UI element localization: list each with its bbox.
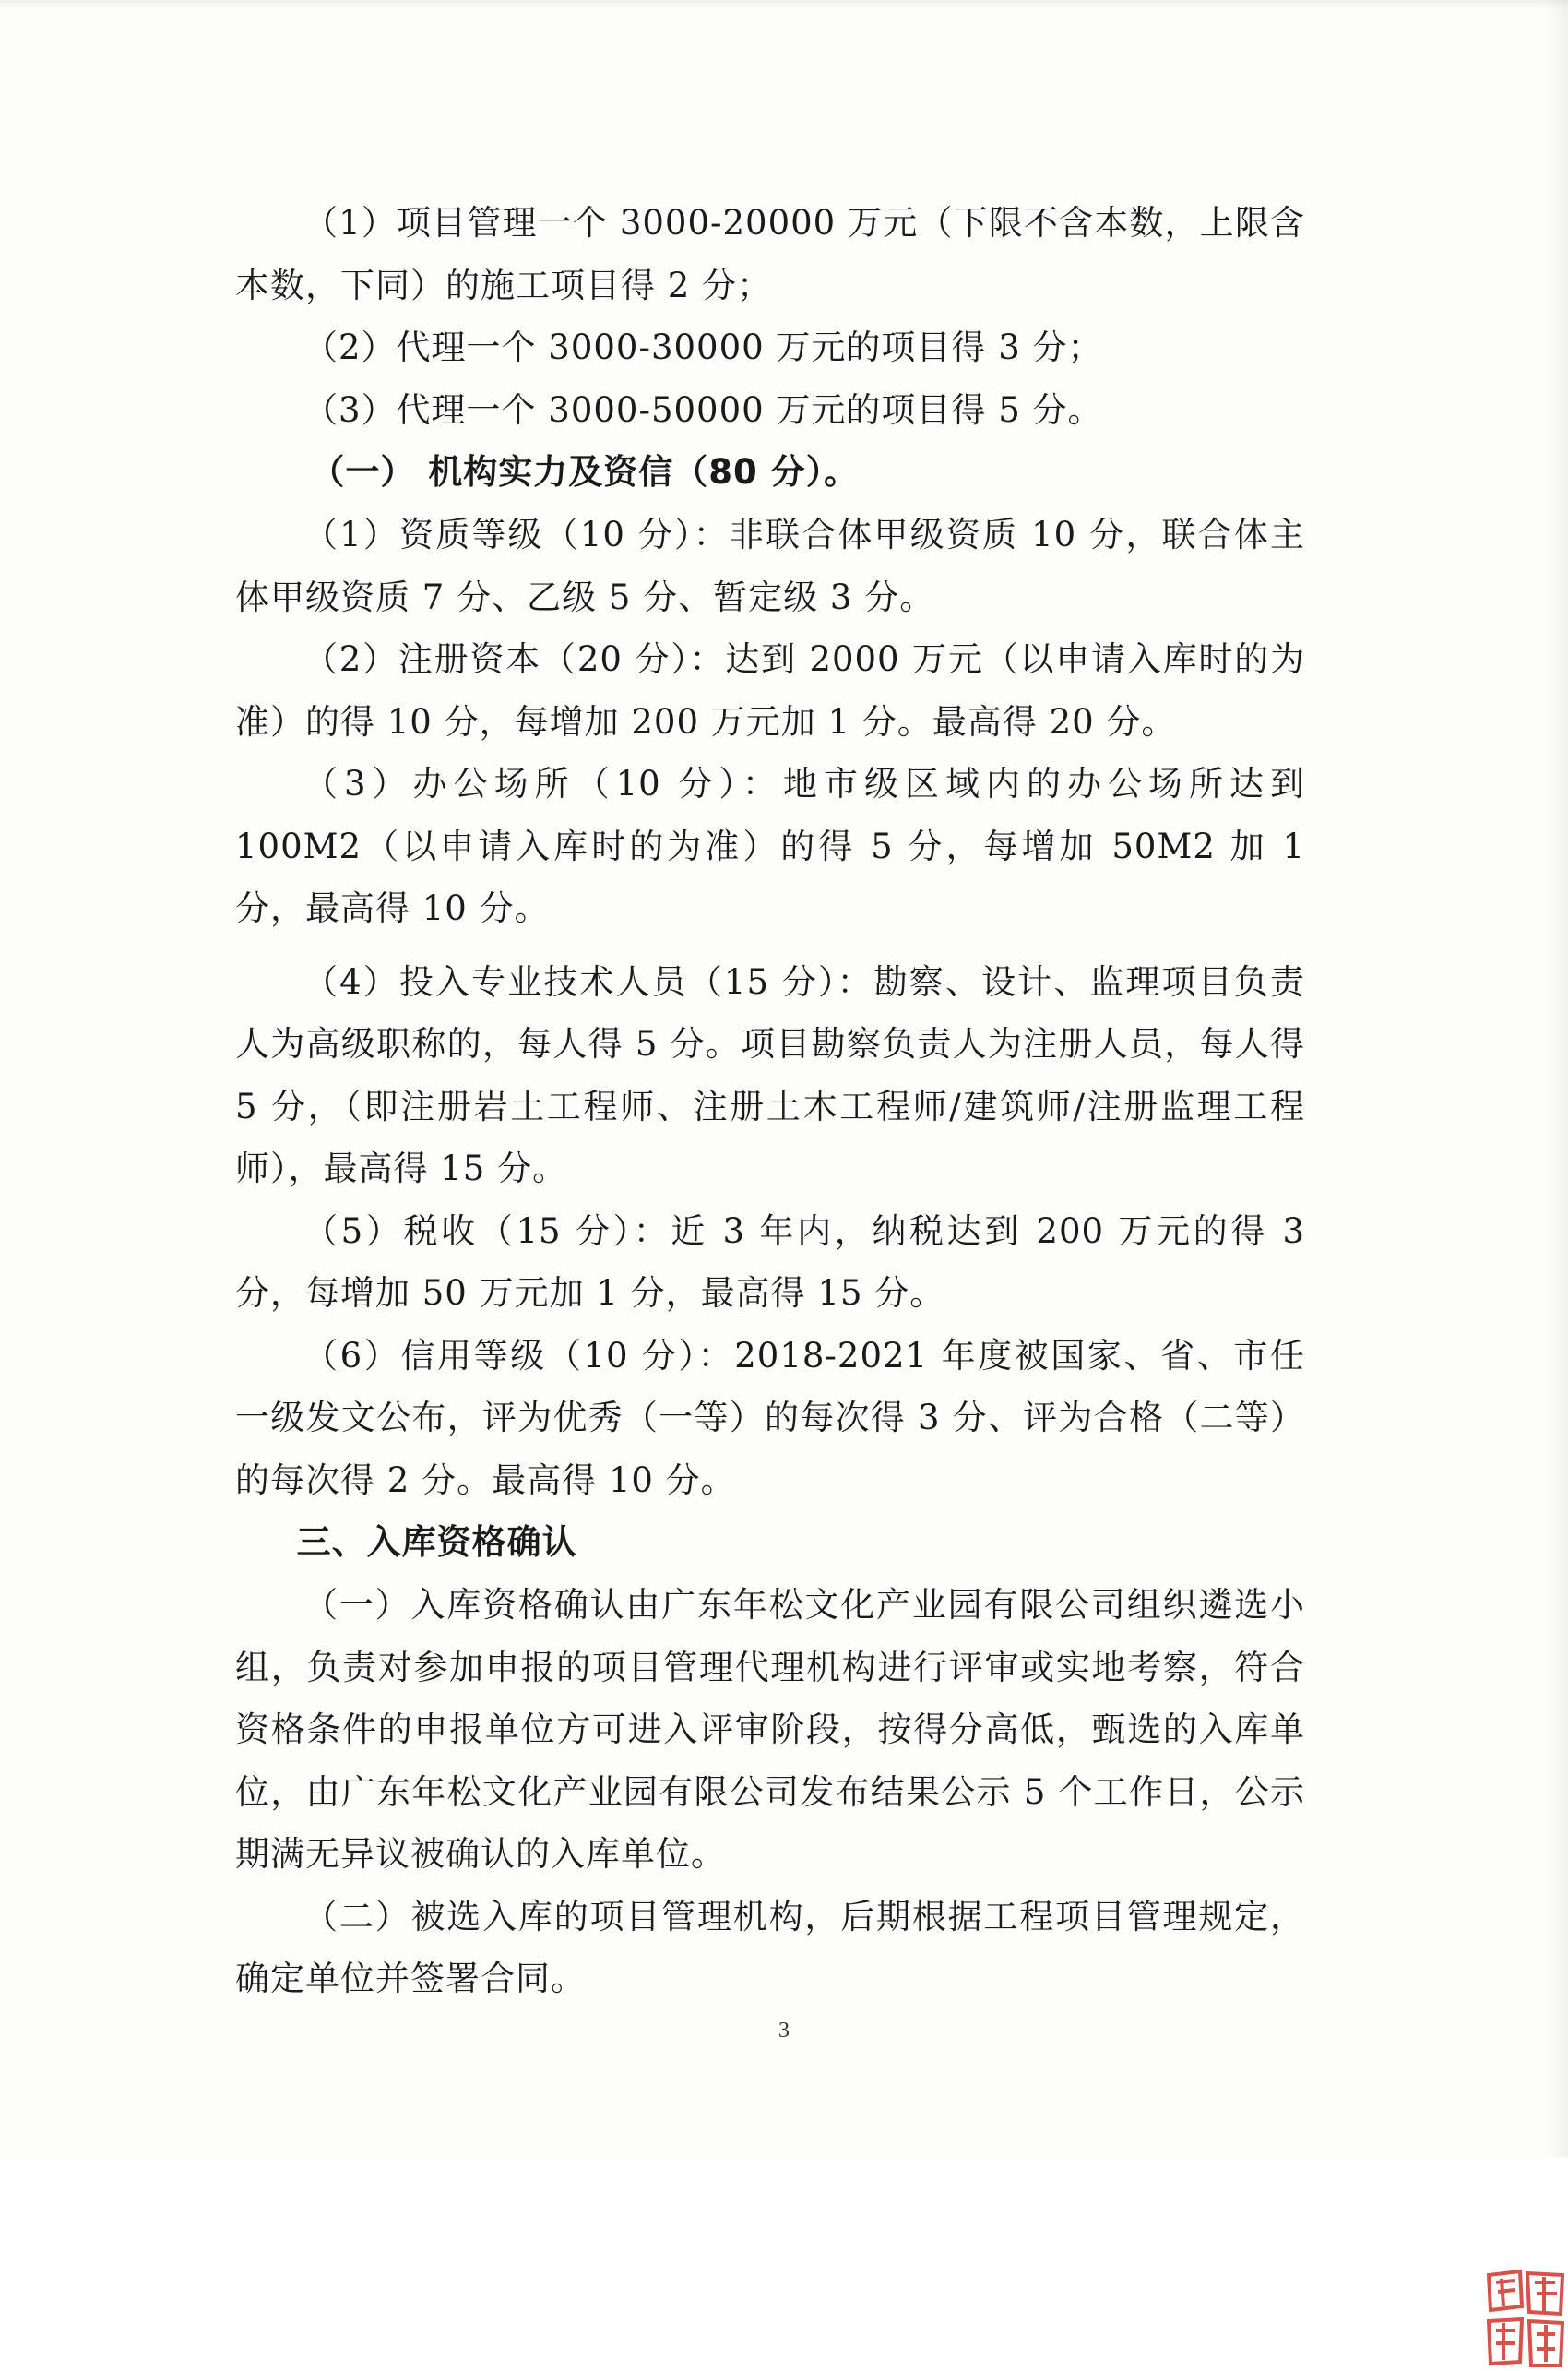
scan-shadow-edge (1546, 0, 1568, 2157)
paragraph-registered-capital: （2）注册资本（20 分）：达到 2000 万元（以申请入库时的为准）的得 10 分，每增加 200 万元加 1 分。最高得 20 分。 (235, 639, 1305, 742)
paragraph-office: （3）办公场所（10 分）：地市级区域内的办公场所达到 100M2（以申请入库时的为准）的得 5 分，每增加 50M2 加 1 分，最高得 10 分。 (235, 764, 1305, 928)
paragraph-3: （3）代理一个 3000-50000 万元的项目得 5 分。 (303, 389, 1103, 430)
paragraph-tax: （5）税收（15 分）：近 3 年内，纳税达到 200 万元的得 3 分，每增加 50 万元加 1 分，最高得 15 分。 (235, 1210, 1305, 1313)
subheading-institution-strength: （一） 机构实力及资信（80 分）。 (310, 452, 860, 492)
scan-shadow-top (0, 0, 1568, 9)
paragraph-1: （1）项目管理一个 3000-20000 万元（下限不含本数，上限含本数，下同）的施工项目得 2 分； (235, 203, 1305, 305)
paragraph-credit: （6）信用等级（10 分）：2018-2021 年度被国家、省、市任一级发文公布，评为优秀（一等）的每次得 3 分、评为合格（二等）的每次得 2 分。最高得 10 分。 (235, 1335, 1305, 1500)
paragraph-confirmation-2: （二）被选入库的项目管理机构，后期根据工程项目管理规定，确定单位并签署合同。 (235, 1896, 1305, 1998)
paragraph-confirmation-1: （一）入库资格确认由广东年松文化产业园有限公司组织遴选小组，负责对参加申报的项目管理代理机构进行评审或实地考察，符合资格条件的申报单位方可进入评审阶段，按得分高低，甄选的入库单位，由广东年松文化产业园有限公司发布结果公示 5 个工作日，公示期满无异议被确认的入库单位。 (235, 1585, 1305, 1874)
section-heading-qualification-confirmation: 三、入库资格确认 (296, 1522, 577, 1562)
red-seal-fragment (1483, 2270, 1568, 2371)
paragraph-2: （2）代理一个 3000-30000 万元的项目得 3 分； (303, 328, 1103, 367)
paragraph-qualification: （1）资质等级（10 分）：非联合体甲级资质 10 分，联合体主体甲级资质 7 分、乙级 5 分、暂定级 3 分。 (235, 515, 1305, 617)
document-body (235, 192, 1305, 2010)
paragraph-staff: （4）投入专业技术人员（15 分）：勘察、设计、监理项目负责人为高级职称的，每人得 5 分。项目勘察负责人为注册人员，每人得 5 分，（即注册岩土工程师、注册土木工程师/建筑师/注册监理工程师），最高得 15 分。 (235, 961, 1305, 1188)
page-number: 3 (778, 2019, 790, 2043)
